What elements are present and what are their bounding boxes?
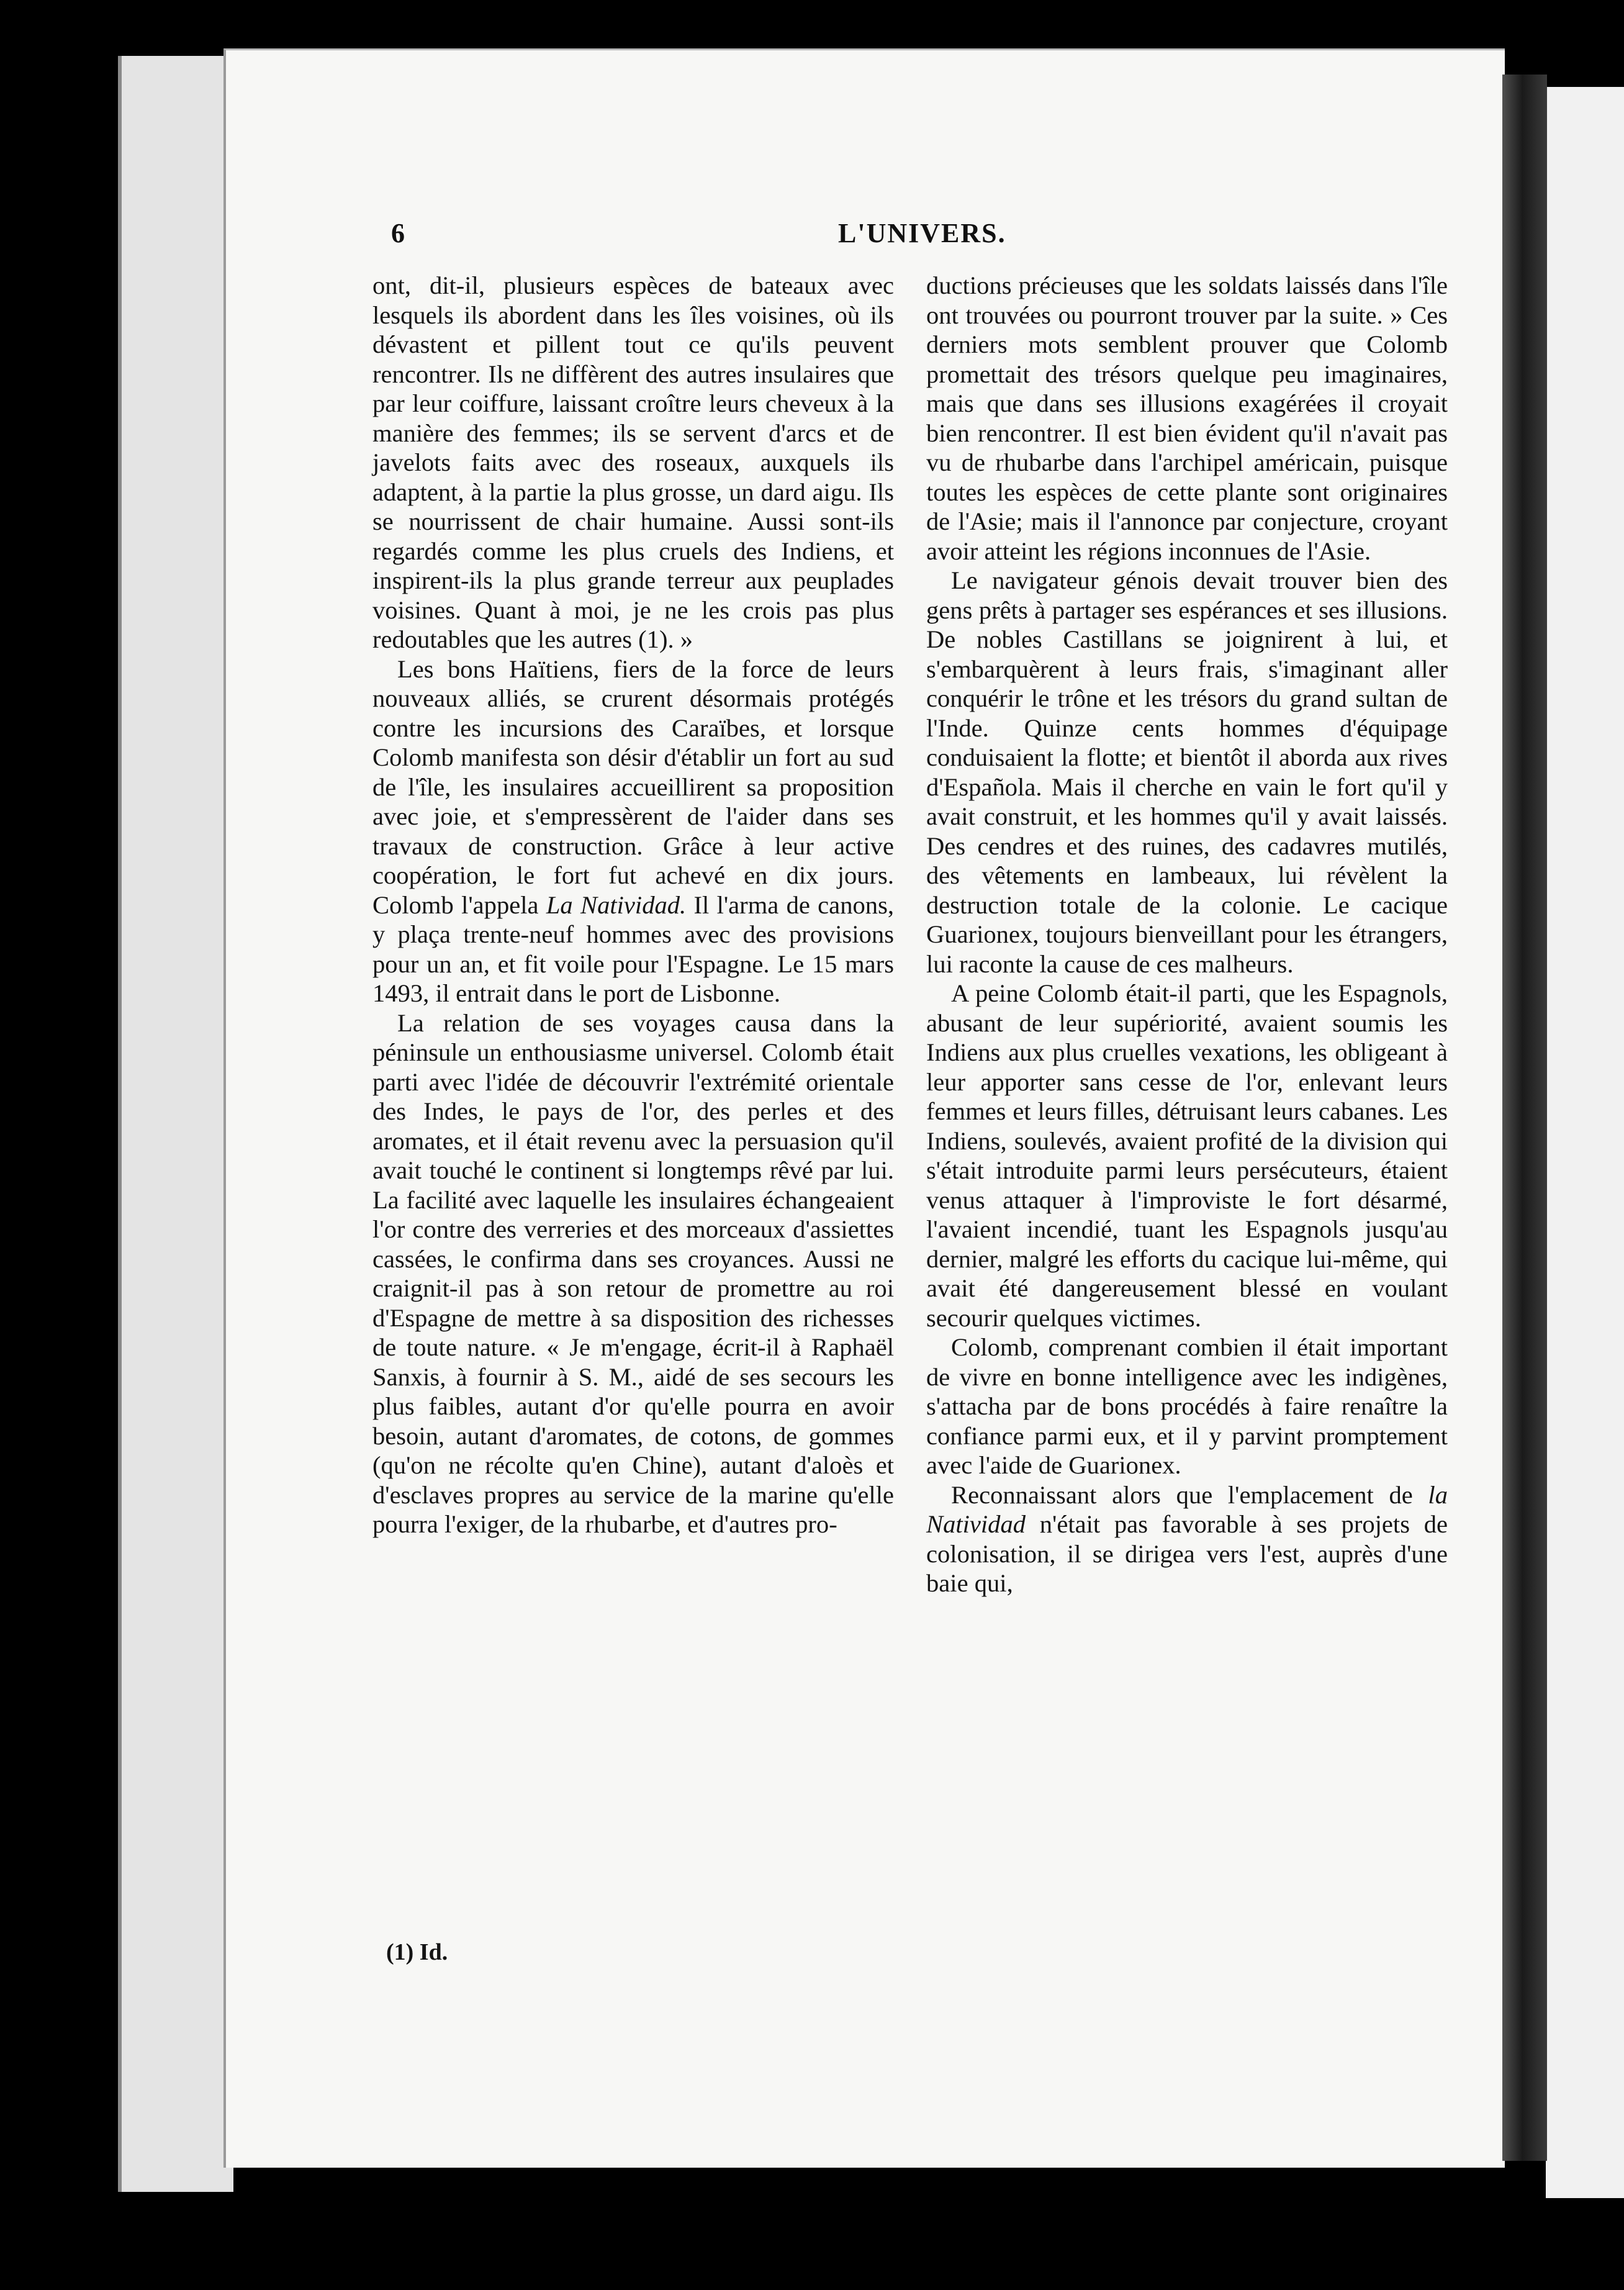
page-gutter-shadow <box>1502 75 1547 2161</box>
paragraph: La relation de ses voyages causa dans la péninsule un enthousiasme universel. Colomb était parti avec l'idée de découvrir l'extrémité orientale des Indes, le pays de l'or, des perles et des aromates, et il était revenu avec la persuasion qu'il avait touché le continent si longtemps rêvé par lui. La facilité avec laquelle les insulaires échangeaient l'or contre des verreries et des morceaux d'assiettes cassées, le confirma dans ses croyances. Aussi ne craignit-il pas à son retour de promettre au roi d'Espagne de mettre à sa disposition des richesses de toute nature. « Je m'engage, écrit-il à Raphaël Sanxis, à fournir à S. M., aidé de ses secours les plus faibles, autant d'or qu'elle pourra en avoir besoin, autant d'aromates, de cotons, de gommes (qu'on ne récolte qu'en Chine), autant d'aloès et d'esclaves propres au service de la marine qu'elle pourra l'exiger, de la rhubarbe, et d'autres pro- <box>372 1008 894 1538</box>
text-run: Les bons Haïtiens, fiers de la force de leurs nouveaux alliés, se crurent désormais protégés contre les incursions des Caraïbes, et lorsque Colomb manifesta son désir d'établir un fort au sud de l'île, les insulaires accueillirent sa proposition avec joie, et s'empressèrent de l'aider dans ses travaux de construction. Grâce à leur active coopération, le fort fut achevé en dix jours. Colomb l'appela <box>372 654 894 919</box>
paragraph: Colomb, comprenant combien il était important de vivre en bonne intelligence avec les indigènes, s'attacha par de bons procédés à faire renaître la confiance parmi eux, et il y parvint promptement avec l'aide de Guarionex. <box>926 1333 1448 1479</box>
paragraph: ductions précieuses que les soldats laissés dans l'île ont trouvées ou pourront trouver par la suite. » Ces derniers mots semblent prouver que Colomb promettait des trésors quelque peu imaginaires, mais que dans ses illusions exagérées il croyait bien rencontrer. Il est bien évident qu'il n'avait pas vu de rhubarbe dans l'archipel américain, puisque toutes les espèces de cette plante sont originaires de l'Asie; mais il l'annonce par conjecture, croyant avoir atteint les régions inconnues de l'Asie. <box>926 271 1448 565</box>
italic-text: la Natividad <box>926 1480 1448 1538</box>
page-number: 6 <box>391 218 405 248</box>
italic-text: La Natividad. <box>546 890 687 919</box>
paragraph <box>926 1480 1448 1598</box>
paragraph <box>372 654 894 1008</box>
page-header <box>391 217 1012 255</box>
text-run: n'était pas favorable à ses projets de colonisation, il se dirigea vers l'est, auprès d'une baie qui, <box>926 1510 1448 1597</box>
paragraph: Le navigateur génois devait trouver bien des gens prêts à partager ses espérances et ses illusions. De nobles Castillans se joignirent à lui, et s'embarquèrent à leurs frais, s'imaginant aller conquérir le trône et les trésors du grand sultan de l'Inde. Quinze cents hommes d'équipage conduisaient la flotte; et bientôt il aborda aux rives d'Española. Mais il cherche en vain le fort qu'il y avait construit, et les hommes qu'il y avait laissés. Des cendres et des ruines, des cadavres mutilés, des vêtements en lambeaux, lui révèlent la destruction totale de la colonie. Le cacique Guarionex, toujours bienveillant pour les étrangers, lui raconte la cause de ces malheurs. <box>926 566 1448 978</box>
text-run: Reconnaissant alors que l'emplacement de <box>951 1480 1428 1509</box>
paragraph: A peine Colomb était-il parti, que les Espagnols, abusant de leur supériorité, avaient soumis les Indiens aux plus cruelles vexations, les obligeant à leur apporter sans cesse de l'or, enlevant leurs femmes et leurs filles, détruisant leurs cabanes. Les Indiens, soulevés, avaient profité de la division qui s'était introduite parmi leurs persécuteurs, étaient venus attaquer à l'improviste le fort désarmé, l'avaient incendié, tuant les Espagnols jusqu'au dernier, malgré les efforts du cacique lui-même, qui avait été dangereusement blessé en voulant secourir quelques victimes. <box>926 979 1448 1332</box>
text-run: Il l'arma de canons, y plaça trente-neuf hommes avec des provisions pour un an, et fit voile pour l'Espagne. Le 15 mars 1493, il entrait dans le port de Lisbonne. <box>372 890 894 1007</box>
paragraph: ont, dit-il, plusieurs espèces de bateaux avec lesquels ils abordent dans les îles voisines, où ils dévastent et pillent tout ce qu'ils peuvent rencontrer. Ils ne diffèrent des autres insulaires que par leur coiffure, laissant croître leurs cheveux à la manière des femmes; ils se servent d'arcs et de javelots faits avec des roseaux, auxquels ils adaptent, à la partie la plus grosse, un dard aigu. Ils se nourrissent de chair humaine. Aussi sont-ils regardés comme les plus cruels des Indiens, et inspirent-ils la plus grande terreur aux peuplades voisines. Quant à moi, je ne les crois pas plus redoutables que les autres (1). » <box>372 271 894 653</box>
next-page-edge <box>1546 87 1624 2198</box>
right-column <box>926 271 1448 1598</box>
previous-page-edge <box>118 56 233 2192</box>
left-column <box>372 271 894 1539</box>
footnote: (1) Id. <box>386 1939 448 1965</box>
running-title: L'UNIVERS. <box>838 218 1006 248</box>
